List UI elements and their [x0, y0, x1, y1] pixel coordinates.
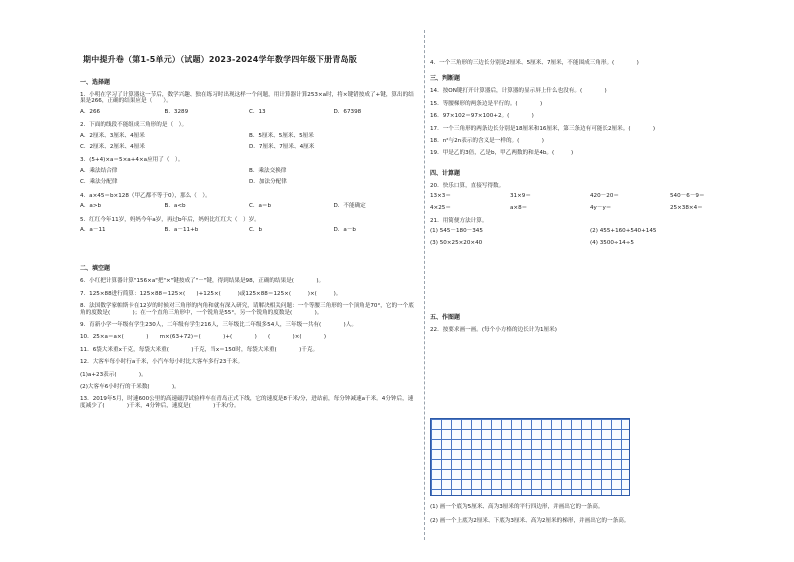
- question-10: 10．25×a＝a×( ) m×(63+72)＝( )+( ) ( )×( ): [80, 334, 327, 341]
- expression: (1) 545－180－345: [430, 228, 483, 235]
- question-12-part1: (1)a+23表示( )。: [80, 371, 147, 378]
- section-fill-blank: 二、填空题: [80, 265, 111, 273]
- option[interactable]: D．加法分配律: [249, 179, 287, 186]
- question-16: 16．97×102＝97×100+2。( ): [430, 113, 534, 120]
- option[interactable]: C．13: [249, 108, 266, 115]
- question-11: 11．6袋大米重x千克，每袋大米重( )千克，当x＝150时，每袋大米重( )千克。: [80, 346, 319, 353]
- question-13: 13．2019年5月，时速600公里的高速磁浮试验样车在青岛正式下线，它的速度是8千米/分，进站前，每分钟减速a千米。4分钟后，速度减少了( )千米，4分钟后，速度是( )千米/分。: [80, 396, 414, 409]
- q20-row2: [430, 205, 750, 211]
- question-21: 21．用简便方法计算。: [430, 218, 488, 224]
- question-9: 9．育新小学一年级有学生230人，二年级有学生216人，三年级比二年级多54人，三年级一共有( )人。: [80, 321, 357, 328]
- question-14: 14．按ON键打开计算器后，计算器的显示屏上什么也没有。( ): [430, 88, 607, 95]
- question-5: 5．红红今年11岁，妈妈今年a岁，再过b年后，妈妈比红红大（ ）岁。: [80, 216, 260, 223]
- question-7: 7．125×88进行简算：125×88＝125×( )+125×( )或125×88＝125×( )×( )。: [80, 290, 342, 297]
- question-4: 4．a×45＝b×128（甲乙都不等于0），那么（ ）。: [80, 192, 211, 199]
- left-column: [80, 80, 418, 415]
- q21-row1: [430, 228, 750, 234]
- question-20: 20．快乐口算，直接写得数。: [430, 182, 505, 189]
- question-18: 18．n²与2n表示的含义是一样的。( ): [430, 138, 544, 144]
- section-choice: 一、选择题: [80, 79, 111, 86]
- option[interactable]: B．a<b: [164, 203, 186, 210]
- option[interactable]: A．a>b: [80, 203, 102, 210]
- option[interactable]: B．a－11+b: [164, 226, 199, 233]
- q2-options-row2: [80, 144, 418, 150]
- expression: 4y－y＝: [590, 204, 612, 211]
- continued-question: 4．一个三角形的三边长分别是2厘米、5厘米、7厘米，不能围成三角形。( ): [430, 60, 639, 66]
- option[interactable]: C．a＝b: [249, 203, 272, 210]
- q5-options: [80, 227, 418, 233]
- expression: (3) 50×25×20×40: [430, 239, 483, 246]
- q1-options: [80, 109, 418, 115]
- expression: 13×3＝: [430, 193, 451, 200]
- option[interactable]: B．5厘米、5厘米、5厘米: [249, 132, 314, 139]
- expression: 540－6－9＝: [670, 193, 705, 200]
- column-divider: [424, 30, 425, 540]
- question-12: 12．大客车每小时行a千米，小汽车每小时比大客车多行23千米。: [80, 359, 244, 366]
- option[interactable]: A．a－11: [80, 226, 106, 233]
- page-title: 期中提升卷（第1-5单元）（试题）2023-2024学年数学四年级下册青岛版: [83, 55, 357, 64]
- question-3: 3．(5+4)×a＝5×a+4×a应用了（ ）。: [80, 157, 184, 164]
- question-12-part2: (2)大客车6小时行的千米数( )。: [80, 384, 180, 391]
- question-15: 15．等腰梯形的两条边是平行的。( ): [430, 100, 543, 107]
- q2-options-row1: [80, 133, 418, 139]
- question-22-part2: (2) 画一个上底为2厘米、下底为3厘米、高为2厘米的梯形，并画出它的一条高。: [430, 518, 630, 524]
- option[interactable]: B．3289: [164, 108, 189, 115]
- question-2: 2．下面的线段不能组成三角形的是（ ）。: [80, 122, 188, 129]
- option[interactable]: A．2厘米、3厘米、4厘米: [80, 132, 145, 139]
- q20-row1: [430, 193, 750, 199]
- q3-options-row2: [80, 179, 418, 185]
- right-column: [430, 60, 750, 340]
- section-drawing: 五、作图题: [430, 314, 461, 322]
- option[interactable]: A．乘法结合律: [80, 167, 118, 174]
- option[interactable]: D．不能确定: [333, 203, 366, 210]
- expression: a×8＝: [510, 204, 528, 211]
- q21-row2: [430, 240, 750, 246]
- option[interactable]: D．a－b: [333, 226, 356, 233]
- expression: (4) 3500÷14÷5: [590, 239, 634, 246]
- option[interactable]: A．266: [80, 108, 101, 115]
- option[interactable]: D．7厘米、7厘米、4厘米: [249, 144, 315, 150]
- question-6: 6．小红把计算器计算"156×a"把"×"键按成了"－"键，得到结果是98，正确的结果是( )。: [80, 278, 325, 285]
- q4-options: [80, 203, 418, 209]
- expression: 4×25＝: [430, 204, 451, 211]
- option[interactable]: C．乘法分配律: [80, 179, 118, 186]
- spacer: [80, 240, 418, 266]
- section-judgement: 三、判断题: [430, 75, 461, 83]
- option[interactable]: B．乘法交换律: [249, 167, 287, 174]
- question-1: 1．小明在学习了计算器这一节后，数学兴趣、独在练习时出现这样一个问题，用计算器计算253×a时，将×键错按成了+键，算出的结果是266，正确的结果应是（ ）。: [80, 91, 414, 105]
- q3-options-row1: [80, 168, 418, 174]
- option[interactable]: D．67398: [333, 108, 362, 115]
- option[interactable]: C．2厘米、2厘米、4厘米: [80, 144, 145, 150]
- square-grid[interactable]: [430, 418, 630, 496]
- question-22: 22．按要求画一画。(每个小方格的边长计为1厘米): [430, 327, 557, 334]
- expression: 31×9＝: [510, 193, 531, 200]
- expression: (2) 455+160+540+145: [590, 228, 657, 235]
- section-calculation: 四、计算题: [430, 169, 461, 177]
- expression: 25×38×4＝: [670, 204, 703, 211]
- drawing-grid-container: [430, 418, 630, 496]
- expression: 420－20＝: [590, 193, 619, 200]
- question-19: 19．甲是乙的3倍，乙是b，甲乙两数的和是4b。( ): [430, 150, 574, 157]
- question-8: 8．法国数学家帕斯卡在12岁的时候对三角形的内角和就有深入研究，请解决相关问题：一个等腰三角形的一个顶角是70°，它的一个底角的度数是( )；在一个直角三角形中，一个锐角是55°，另一个锐角的度数是( )。: [80, 303, 414, 316]
- option[interactable]: C．b: [249, 226, 263, 233]
- question-17: 17．一个三角形的两条边长分别是18厘米和16厘米，第三条边有可能长2厘米。( ): [430, 125, 656, 132]
- question-22-part1: (1) 画一个底为5厘米、高为3厘米的平行四边形，并画出它的一条高。: [430, 504, 604, 510]
